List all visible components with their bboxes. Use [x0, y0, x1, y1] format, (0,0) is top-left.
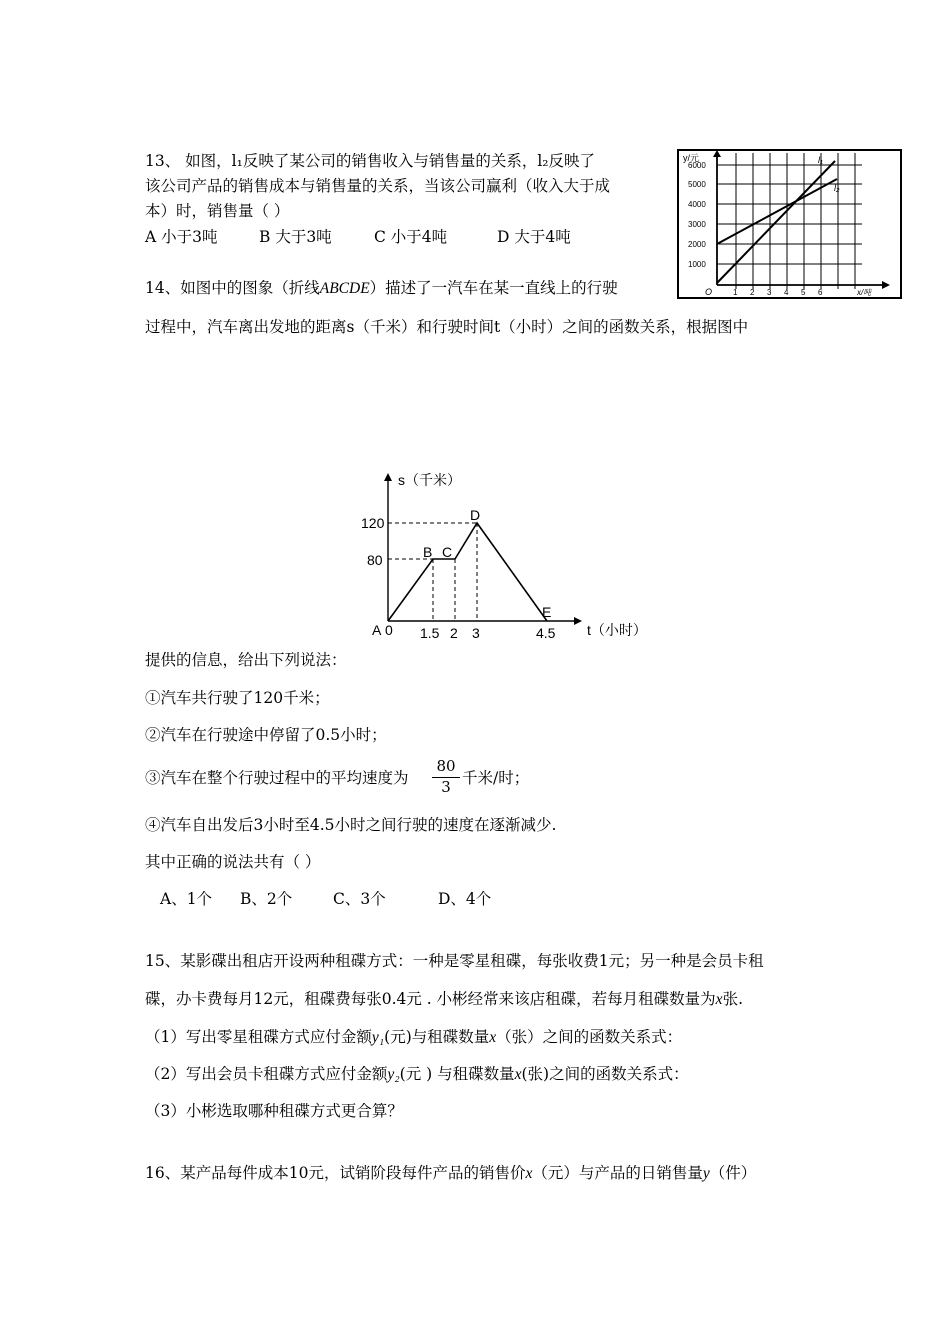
q15-part-1: （1）写出零星租碟方式应付金额y₁(元)与租碟数量x（张）之间的函数关系式：	[145, 1028, 683, 1046]
q14-option-a: A、1个	[160, 890, 213, 908]
q13-y-tick-2000: 2000	[688, 240, 706, 249]
q16-line1: 16、某产品每件成本10元，试销阶段每件产品的销售价x（元）与产品的日销售量y（件）	[145, 1164, 757, 1182]
q14-option-c: C、3个	[333, 890, 386, 908]
q14-line2: 过程中，汽车离出发地的距离s（千米）和行驶时间t（小时）之间的函数关系，根据图中	[145, 318, 749, 336]
q14-tick-3: 3	[472, 625, 480, 641]
q13-x-tick-3: 3	[767, 288, 772, 297]
q14-tick-4-5: 4.5	[536, 625, 556, 641]
q14-statement-3-pre: ③汽车在整个行驶过程中的平均速度为	[145, 769, 409, 787]
q13-line1: 13、 如图，l₁反映了某公司的销售收入与销售量的关系，l₂反映了	[145, 152, 595, 170]
q13-option-a: A 小于3吨	[145, 228, 218, 246]
q14-t-label: t（小时）	[587, 622, 647, 638]
q14-tick-80: 80	[367, 552, 383, 568]
q13-option-d: D 大于4吨	[497, 228, 571, 246]
q14-statement-2: ②汽车在行驶途中停留了0.5小时；	[145, 726, 387, 744]
q14-s-label: s（千米）	[398, 472, 461, 488]
q14-tick-2: 2	[450, 625, 458, 641]
q13-line-l1	[717, 161, 835, 283]
q14-line3: 提供的信息，给出下列说法：	[145, 651, 347, 669]
q13-option-b: B 大于3吨	[259, 228, 332, 246]
q14-option-b: B、2个	[240, 890, 293, 908]
q14-tick-0: 0	[385, 622, 393, 638]
q14-tick-120: 120	[361, 515, 385, 531]
q13-x-tick-6: 6	[818, 288, 823, 297]
q13-l2-label: l₂	[834, 183, 840, 193]
q14-statement-3-post: 千米/时；	[462, 769, 530, 787]
q13-x-tick-1: 1	[733, 288, 738, 297]
q13-line3: 本）时，销售量（ ）	[145, 202, 290, 220]
q14-point-c: C	[442, 544, 453, 560]
q14-statement-4: ④汽车自出发后3小时至4.5小时之间行驶的速度在逐渐减少.	[145, 816, 557, 834]
q14-point-e: E	[542, 604, 552, 620]
q15-part-3: （3）小彬选取哪种租碟方式更合算？	[145, 1102, 403, 1120]
q13-y-tick-4000: 4000	[688, 200, 706, 209]
q13-x-label: x/吨	[857, 288, 872, 297]
q14-distance-time-graph	[360, 465, 660, 645]
q15-line2: 碟，办卡费每月12元，租碟费每张0.4元 . 小彬经常来该店租碟，若每月租碟数量为x张.	[145, 990, 743, 1008]
q13-x-tick-4: 4	[784, 288, 789, 297]
q14-point-b: B	[423, 544, 433, 560]
q14-statement-1: ①汽车共行驶了120千米；	[145, 689, 330, 707]
q13-origin: O	[705, 287, 713, 297]
q14-option-d: D、4个	[438, 890, 492, 908]
q14-fraction-numerator: 80	[436, 757, 456, 775]
q13-sales-graph	[677, 149, 902, 299]
q13-line-l2	[717, 179, 837, 244]
q14-point-d: D	[470, 507, 481, 523]
q13-y-tick-3000: 3000	[688, 220, 706, 229]
q14-fraction-denominator: 3	[432, 777, 460, 796]
q14-tick-1-5: 1.5	[420, 625, 440, 641]
q13-x-tick-5: 5	[801, 288, 806, 297]
q15-part-2: （2）写出会员卡租碟方式应付金额y₂(元 ) 与租碟数量x(张)之间的函数关系式：	[145, 1065, 689, 1083]
q13-y-tick-1000: 1000	[688, 260, 706, 269]
q15-line1: 15、某影碟出租店开设两种租碟方式：一种是零星租碟，每张收费1元；另一种是会员卡租	[145, 952, 764, 970]
q14-line1: 14、如图中的图象（折线ABCDE）描述了一汽车在某一直线上的行驶	[145, 279, 618, 297]
q13-y-label: y/元	[683, 153, 700, 163]
q14-ask: 其中正确的说法共有（ ）	[145, 853, 321, 871]
q13-l1-label: l₁	[818, 155, 823, 165]
q13-option-c: C 小于4吨	[374, 228, 448, 246]
q14-point-a: A	[372, 622, 382, 638]
q14-polyline-abcde	[388, 523, 547, 621]
q13-line2: 该公司产品的销售成本与销售量的关系，当该公司赢利（收入大于成	[145, 177, 611, 195]
q13-x-tick-2: 2	[750, 288, 755, 297]
q13-y-tick-5000: 5000	[688, 180, 706, 189]
q14-fraction	[432, 757, 460, 796]
q13-y-tick-6000: 6000	[688, 161, 706, 170]
